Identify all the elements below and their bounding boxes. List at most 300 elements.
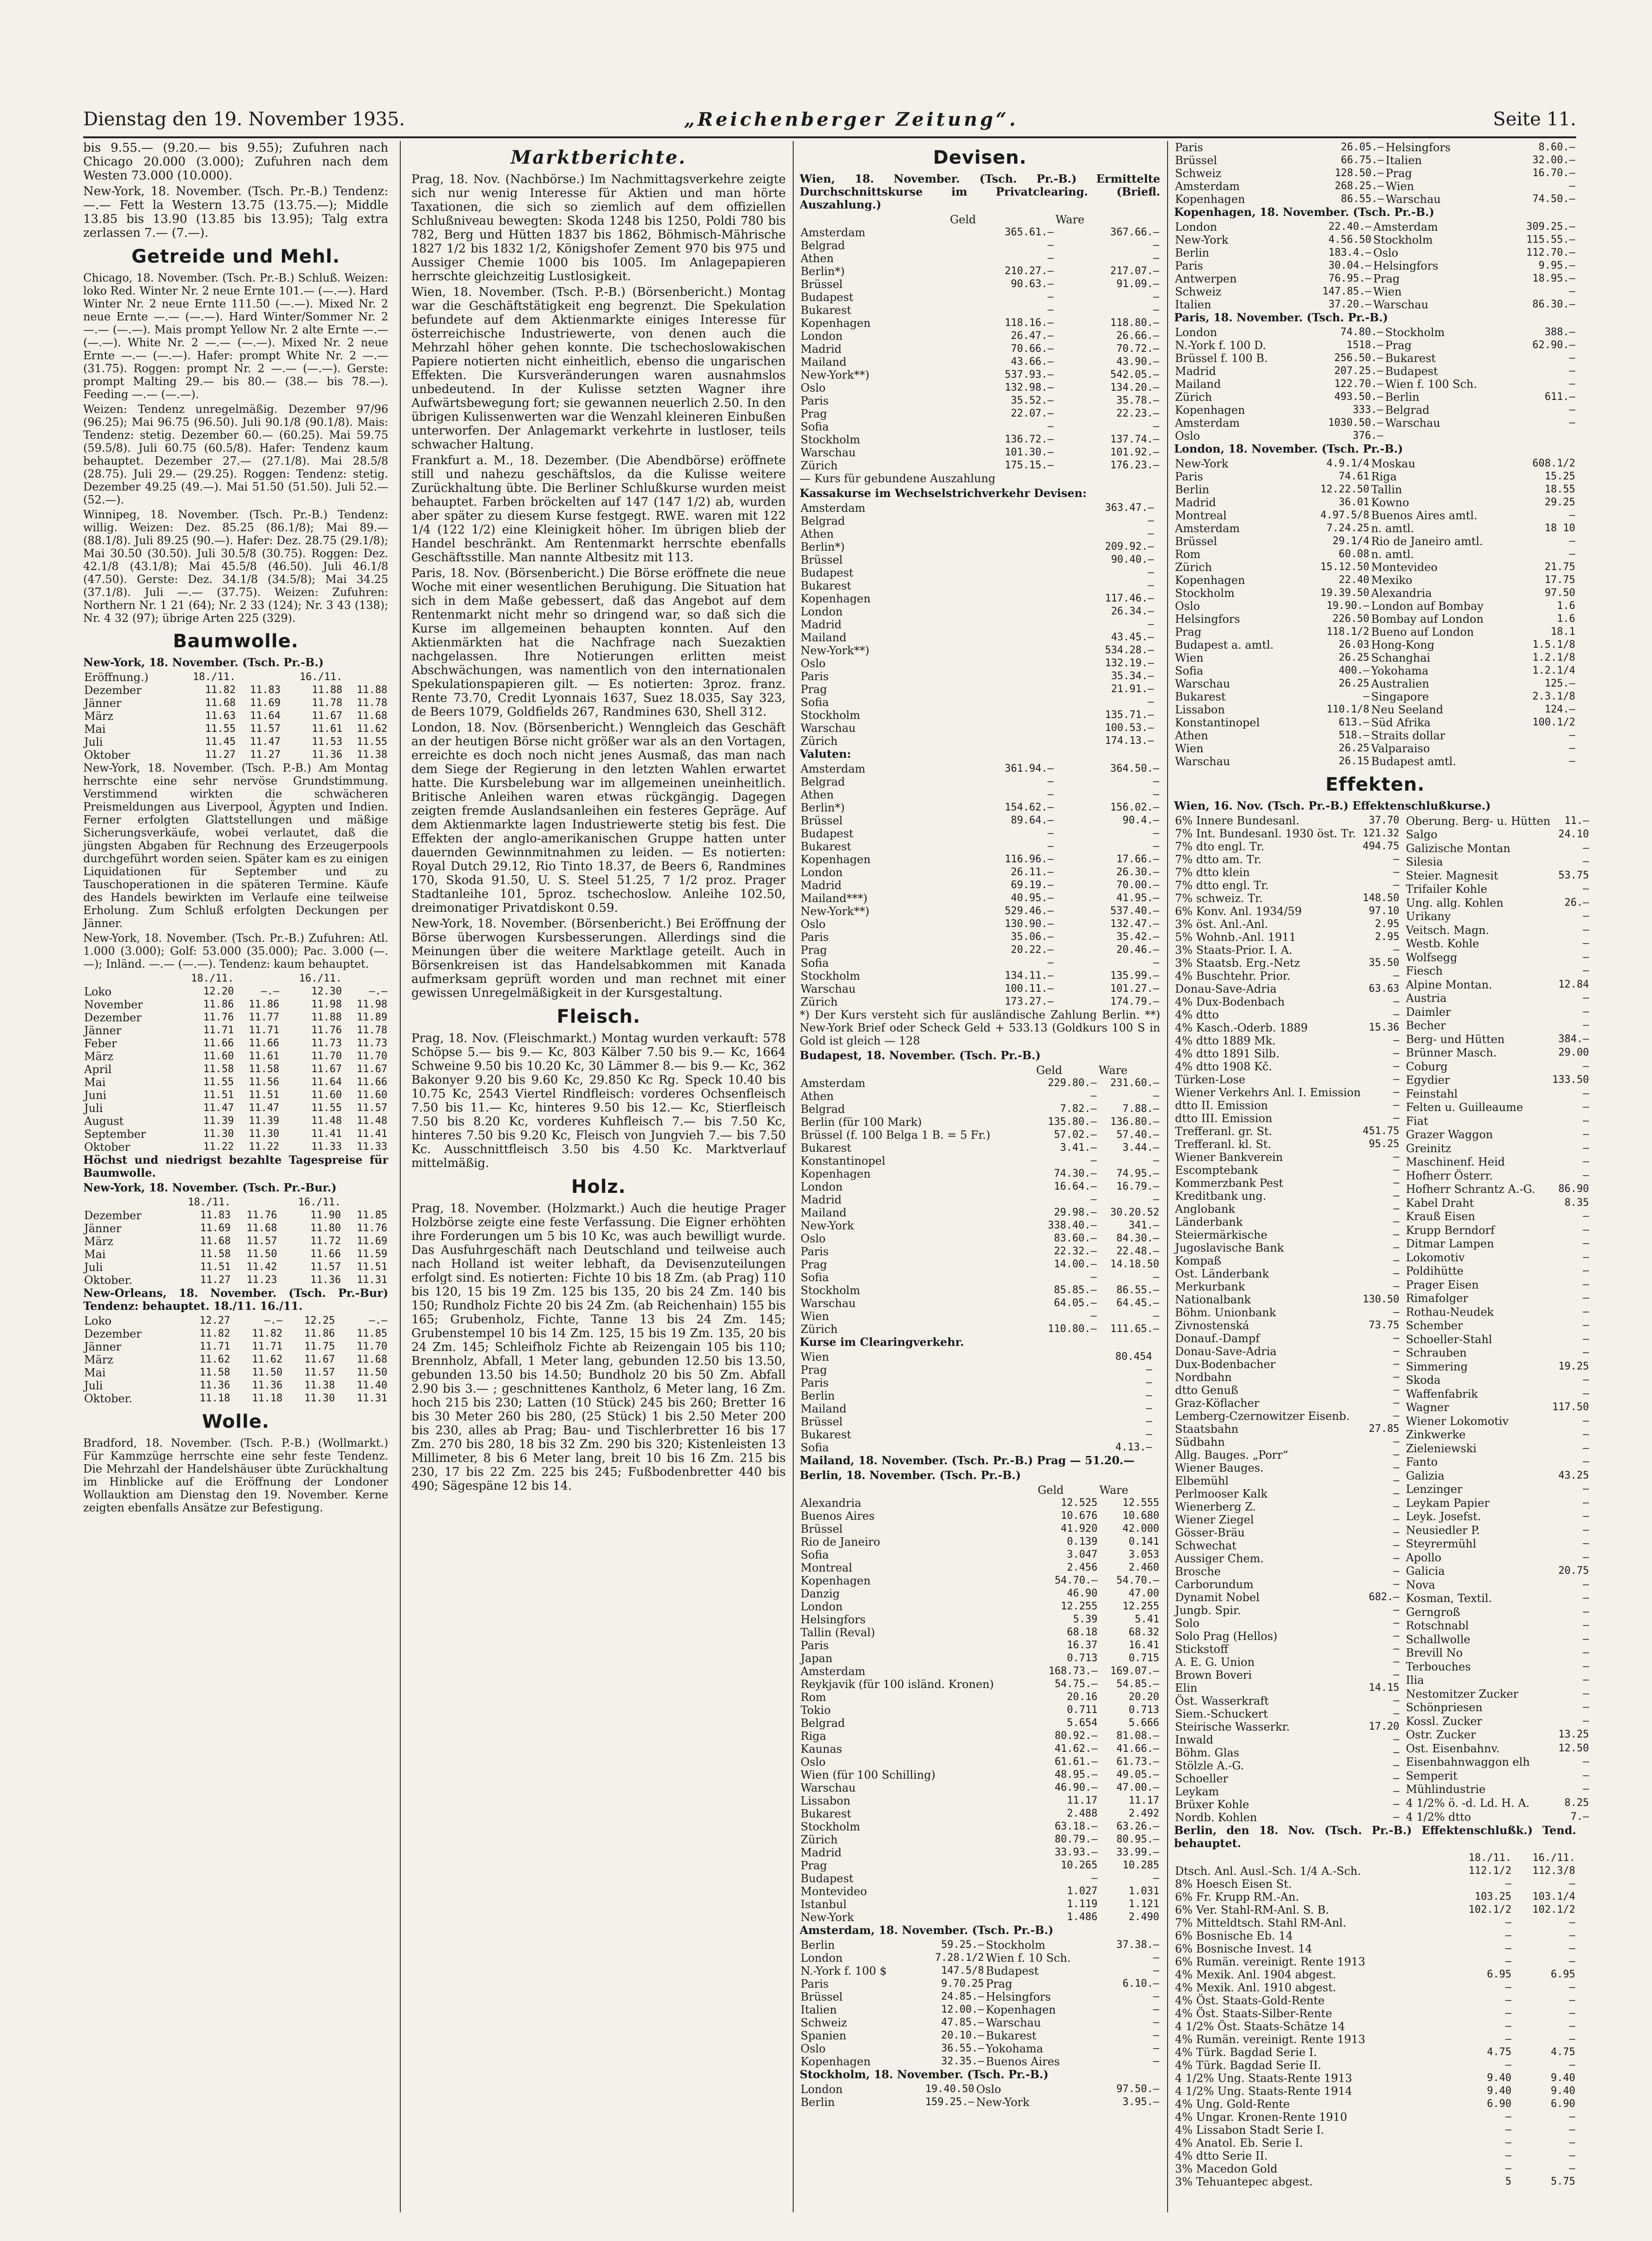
table-cell: 11.17 [1067, 1795, 1098, 1806]
report-fleisch: Prag, 18. Nov. (Fleischmarkt.) Montag wurden verkauft: 578 Schöpse 5.— bis 9.— Kc, 803 Kälber 7.50 bis 9.— Kc, 1664 Schweine 9.50 bis 10.20 Kc, 30 Lämmer 8.— bis 9.— Kc, 362 Bakonyer 9.20 bis 9.60 Kc, 29.850 Kc Rg. Speck 10.40 bis 10.75 Kc, 2543 Viertel Rindfleisch: vorderes Ochsenfleisch 7.50 bis 11.— Kc, hinteres 9.50 bis 12.— Kc, Stierfleisch 7.50 bis 8.20 Kc, vorderes Kuhfleisch 7.— bis 7.50 Kc, hinteres 7.50 bis 9.20 Kc, Fleisch von Jungvieh 7.— bis 7.50 Kc. Ausschnittfleisch 3.50 bis 4.50 Kc. Marktverlauf mittelmäßig. [411, 1031, 786, 1170]
table-cell: Zürich [801, 995, 838, 1008]
table-row [1405, 1674, 1590, 1688]
table-cell: 48.95.— [1054, 1769, 1098, 1781]
table-cell: 537.40.— [1110, 905, 1159, 917]
table-cell: 18./11. [1468, 1852, 1511, 1864]
table-cell: Rio de Janeiro [801, 1535, 881, 1548]
table-row [800, 1548, 1160, 1561]
table-cell: Berlin*) [801, 540, 845, 553]
table-cell: 41.95.— [1116, 892, 1159, 904]
table-cell: Oslo [801, 2042, 826, 2055]
table-cell: — [1583, 1347, 1589, 1359]
table-cell: — [1393, 1061, 1400, 1072]
table-cell: London [1175, 221, 1218, 233]
column-effekten [1174, 141, 1589, 2212]
table-cell: 11.82 [252, 1328, 283, 1339]
table-cell: N.-York f. 100 $ [801, 1965, 887, 1977]
table-cell: 26.15 [1339, 755, 1370, 767]
table-cell: — [1583, 1578, 1589, 1590]
table-cell: März [84, 1050, 113, 1063]
table-row [800, 2016, 1160, 2029]
table-cell: 132.19.— [1105, 657, 1154, 669]
table-cell: 4 1/2% dtto [1406, 1810, 1471, 1823]
table-cell: Kopenhagen [1175, 574, 1245, 587]
table-cell: 11.76 [203, 1012, 234, 1023]
table-cell: 20.75 [1558, 1565, 1589, 1577]
table-cell: 11.86 [249, 999, 280, 1010]
table-cell: 4.75 [1551, 2046, 1575, 2058]
table-cell: — [1393, 996, 1400, 1007]
table-cell: Brüssel [1175, 535, 1218, 548]
table-cell: Schweiz [801, 2016, 847, 2029]
table-cell: 11.51 [203, 1089, 234, 1101]
table-cell: 49.05.— [1116, 1769, 1159, 1781]
table-cell: 7.24.25 [1326, 522, 1370, 534]
table-row [1174, 272, 1576, 285]
mailand-quote: Mailand, 18. November. (Tsch. Pr.-B.) Prag — 51.20.— [800, 1454, 1135, 1467]
table-cell: Spanien [801, 2029, 846, 2042]
table-row [800, 1691, 1160, 1704]
table-row [1174, 2059, 1576, 2072]
table-cell: Stockholm [801, 433, 860, 446]
table-cell: Istanbul [801, 1898, 847, 1911]
table-row [1174, 1487, 1400, 1500]
table-row [800, 1730, 1160, 1743]
table-cell: Wien f. 100 Sch. [1385, 378, 1477, 391]
table-cell: 168.73.— [1048, 1665, 1098, 1677]
table-cell: 33.93.— [1054, 1847, 1098, 1858]
table-cell: 6.10.— [1122, 1978, 1159, 1989]
table-row [1174, 2072, 1576, 2085]
table-row [1405, 951, 1590, 964]
table-row [1174, 1955, 1576, 1968]
table-cell: Eisenbahnwaggon elh [1406, 1756, 1530, 1769]
table-cell: 11.80 [310, 1222, 341, 1234]
table-cell: 9.40 [1551, 2085, 1575, 2097]
table-row [1174, 931, 1400, 944]
table-row [800, 407, 1160, 420]
budapest-table [800, 1064, 1160, 1336]
table-cell: Prag [801, 1859, 827, 1872]
table-cell: Rom [801, 1691, 826, 1704]
table-cell: 128.50.— [1334, 167, 1384, 179]
table-cell: 74.30.— [1054, 1168, 1097, 1179]
table-row [800, 735, 1160, 748]
table-cell: Paris [1175, 470, 1203, 483]
table-cell: 11.85 [356, 1210, 387, 1221]
table-row [800, 631, 1160, 644]
table-cell: Berg- und Hütten [1406, 1032, 1505, 1046]
table-cell: 12.00.— [941, 2004, 984, 2015]
table-cell: — [1393, 1760, 1400, 1771]
table-row [1174, 1060, 1400, 1073]
table-cell: 136.72.— [1004, 434, 1054, 445]
table-row [1405, 1074, 1590, 1087]
table-cell: — [1569, 1995, 1575, 2006]
table-cell: — [1393, 1009, 1400, 1020]
table-row [1174, 1539, 1400, 1552]
column-market-reports [411, 141, 786, 2212]
table-cell: 16.37 [1067, 1639, 1098, 1651]
table-cell: 83.60.— [1054, 1233, 1097, 1244]
table-cell: — [1569, 1930, 1575, 1941]
table-row [800, 1885, 1160, 1898]
table-cell: 57.02.— [1054, 1129, 1097, 1141]
table-cell: 6.95 [1487, 1969, 1511, 1980]
table-cell: 2.460 [1128, 1562, 1159, 1573]
table-cell: Ung. allg. Kohlen [1406, 896, 1504, 909]
table-cell: 7.28.1/2 [935, 1952, 984, 1964]
table-row [1405, 1128, 1590, 1142]
clearing-heading: Kurse im Clearingverkehr. [800, 1335, 964, 1349]
table-cell: Belgrad [801, 775, 845, 788]
table-cell: 134.11.— [1004, 970, 1054, 982]
table-cell: 12.255 [1060, 1601, 1098, 1612]
table-cell: Gerngroß [1406, 1605, 1461, 1619]
table-cell: 41.62.— [1054, 1743, 1098, 1755]
table-row [800, 368, 1160, 381]
table-cell: — [1091, 1873, 1098, 1884]
table-cell: Hofherr Österr. [1406, 1169, 1493, 1182]
table-cell: 4% Kasch.-Oderb. 1889 [1175, 1021, 1308, 1034]
table-cell: — [1569, 755, 1575, 767]
table-cell: 9.40 [1551, 2072, 1575, 2084]
table-cell: 100.53.— [1105, 722, 1154, 734]
table-row [1174, 1968, 1576, 1981]
table-cell: 21.91.— [1111, 683, 1154, 695]
table-cell: 61.73.— [1116, 1756, 1159, 1768]
table-row [1405, 1483, 1590, 1497]
table-cell: New-York [801, 1219, 854, 1232]
table-cell: 11.62 [252, 1354, 283, 1365]
table-row [1405, 1155, 1590, 1169]
table-cell: — [1569, 730, 1575, 741]
ny-cotton-supply: New-York, 18. November. (Tsch. Pr.-B.) Zufuhren: Atl. 1.000 (3.000); Golf: 53.000 (35.000); Pac. 3.000 (—.—); Inländ. —.— (—.—). Tendenz: kaum behauptet. [83, 932, 388, 970]
table-cell: — [1393, 1773, 1400, 1784]
table-cell: Solo [1175, 1617, 1200, 1630]
table-cell: Zürich [801, 735, 838, 748]
table-cell: Lissabon [1175, 703, 1225, 716]
table-cell: — [1393, 1514, 1400, 1525]
table-cell: — [1583, 938, 1589, 950]
table-cell: Nestomitzer Zucker [1406, 1687, 1518, 1701]
table-cell: Merkurbank [1175, 1280, 1245, 1293]
table-cell: Kreditbank ung. [1175, 1190, 1267, 1203]
table-row [83, 1196, 388, 1209]
table-cell: 22.32.— [1054, 1246, 1097, 1257]
table-cell: 46.90.— [1054, 1782, 1098, 1793]
table-cell: Schoeller-Stahl [1406, 1332, 1493, 1346]
table-cell: 14.15 [1369, 1682, 1400, 1694]
table-row [800, 683, 1160, 696]
table-cell: Stockholm [801, 1284, 860, 1297]
table-cell: — [1583, 1278, 1589, 1290]
table-cell: Kopenhagen [801, 1167, 871, 1180]
table-cell: Sofia [801, 696, 829, 709]
table-cell [237, 671, 281, 684]
table-row [83, 723, 388, 736]
table-row [800, 618, 1160, 631]
table-cell: Anglobank [1175, 1203, 1235, 1216]
table-cell: — [1583, 992, 1589, 1004]
berlin-table [800, 1484, 1160, 1924]
table-cell: 11.83 [200, 1210, 231, 1221]
table-cell: Riga [1371, 470, 1397, 483]
table-cell: 10.265 [1060, 1860, 1098, 1871]
cotton-opening-table [83, 671, 388, 761]
table-cell: 0.713 [1067, 1652, 1098, 1664]
table-row [800, 1717, 1160, 1730]
table-cell: 132.98.— [1004, 382, 1054, 393]
table-cell: 11.58 [203, 1063, 234, 1075]
table-cell: Buenos Aires [801, 1510, 875, 1523]
table-row [1174, 827, 1400, 840]
table-row [1174, 1319, 1400, 1332]
table-row [800, 1807, 1160, 1820]
table-row [1174, 1423, 1400, 1436]
table-cell: 4% dtto Serie II. [1175, 2149, 1268, 2162]
table-cell: Schweiz [1175, 285, 1222, 298]
table-row [1174, 755, 1576, 768]
table-cell: 11.66 [249, 1038, 280, 1049]
table-row [800, 1820, 1160, 1833]
table-cell: Bueno auf London [1371, 626, 1474, 639]
table-row [800, 1351, 1160, 1363]
table-cell: Mai [84, 1076, 106, 1089]
table-cell: Italien [1385, 154, 1422, 167]
table-row [1174, 1656, 1400, 1669]
table-cell: Mailand [801, 356, 847, 368]
table-row [1405, 1332, 1590, 1346]
table-cell: Wienerberg Z. [1175, 1500, 1256, 1513]
table-row [1174, 1073, 1400, 1086]
table-cell: Warschau [801, 982, 856, 995]
table-row [800, 1206, 1160, 1219]
table-cell: — [1569, 548, 1575, 560]
table-cell: 43.25 [1558, 1469, 1589, 1481]
table-row [83, 972, 388, 985]
table-row [1174, 246, 1576, 259]
table-cell: 6% Innere Bundesanl. [1175, 814, 1300, 827]
table-cell: Oktober. [84, 1274, 133, 1287]
page-header [83, 109, 1576, 138]
table-cell: Schönpriesen [1406, 1701, 1483, 1714]
table-row [800, 657, 1160, 670]
table-row [1405, 1278, 1590, 1292]
table-cell: — [1047, 957, 1054, 969]
table-row [800, 579, 1160, 592]
table-row [1405, 828, 1590, 842]
table-cell: — [1393, 1553, 1400, 1564]
table-cell [1155, 605, 1160, 618]
table-row [800, 1768, 1160, 1781]
table-cell: Brüssel [801, 278, 843, 291]
table-row [1174, 2085, 1576, 2098]
table-row [800, 1064, 1160, 1077]
table-cell: 40.95.— [1010, 892, 1054, 904]
table-cell: 97.50 [1544, 587, 1575, 599]
table-row [1174, 2124, 1576, 2137]
table-cell: 26.05.— [1340, 141, 1384, 153]
table-cell: 7.82.— [1060, 1103, 1097, 1115]
table-row [1405, 1019, 1590, 1033]
table-row [1174, 879, 1400, 892]
table-row [1405, 1687, 1590, 1701]
table-cell: — [1569, 2111, 1575, 2123]
table-cell: 20.10.— [941, 2030, 984, 2041]
table-row [800, 892, 1160, 905]
table-cell: Belgrad [801, 515, 845, 528]
table-cell: 130.50 [1362, 1294, 1400, 1305]
table-cell: Warschau [1175, 677, 1230, 690]
table-cell: — [1569, 352, 1575, 364]
table-cell: 66.75.— [1340, 154, 1384, 166]
table-row [1405, 1510, 1590, 1524]
table-cell: 11.39 [249, 1115, 280, 1127]
table-row [1405, 1414, 1590, 1428]
table-cell: Süd Afrika [1371, 716, 1431, 729]
table-cell: — [1393, 1332, 1400, 1344]
table-row [800, 1103, 1160, 1116]
table-cell: — [1583, 1019, 1589, 1031]
table-cell: Brosche [1175, 1565, 1221, 1578]
table-row [800, 866, 1160, 879]
table-cell: 95.25 [1369, 1138, 1400, 1150]
table-cell: Semperit [1406, 1769, 1458, 1782]
table-cell: — [1393, 1203, 1400, 1215]
table-cell: Berlin [801, 1389, 835, 1402]
table-row [1174, 729, 1576, 742]
table-cell: — [1583, 1374, 1589, 1386]
table-cell: — [1569, 2124, 1575, 2136]
table-cell: Kowno [1371, 496, 1409, 509]
table-row [1405, 1046, 1590, 1060]
table-cell: 97.50.— [1116, 2083, 1159, 2095]
table-row [800, 446, 1160, 459]
table-row [1174, 1410, 1400, 1423]
table-cell: — [1583, 1524, 1589, 1536]
table-row [83, 1102, 388, 1115]
table-cell: Paris [1175, 259, 1203, 272]
table-cell: 3.41.— [1060, 1142, 1097, 1154]
table-cell: — [1569, 1943, 1575, 1954]
table-row [800, 1794, 1160, 1807]
table-cell: — [1505, 2124, 1511, 2136]
table-cell: 17.66.— [1116, 853, 1159, 865]
table-row [800, 330, 1160, 343]
table-cell: Böhm. Unionbank [1175, 1306, 1276, 1319]
table-cell: 18./11. [188, 1197, 231, 1208]
table-cell: Galizia [1406, 1469, 1444, 1482]
table-cell: — [1393, 1345, 1400, 1357]
table-cell: — [1393, 1540, 1400, 1551]
table-cell: Mailand [801, 1402, 847, 1415]
table-row [1174, 1604, 1400, 1617]
table-cell: — [1153, 1271, 1159, 1283]
table-row [1174, 918, 1400, 931]
table-cell: — [1583, 1660, 1589, 1672]
table-cell: Montevideo [1371, 561, 1438, 574]
table-row [800, 1497, 1160, 1510]
table-cell: Wiener Ziegel [1175, 1513, 1254, 1526]
table-cell: 11.50 [246, 1248, 277, 1260]
table-cell: Madrid [801, 1846, 842, 1859]
table-cell [800, 1484, 1037, 1497]
table-cell: Brüssel [801, 1523, 843, 1535]
table-cell: London [801, 330, 843, 343]
ny-cotton-report: New-York, 18. November. (Tsch. P.-B.) Am Montag herrschte eine sehr nervöse Grundstimmung. Verstimmend wirkten die schwächeren Preismeldungen aus Liverpool, Ägypten und Indien. Ferner erfolgten Glattstellungen und mäßige Sicherungsverkäufe, wobei verlautet, daß die jüngsten Abgaben für Rechnung des Erzeugerpools durchgeführt worden seien. Später kam es zu einigen Liquidationen für September und zu Tauschoperationen in die späteren Termine. Käufe des Handels bewirkten im Verlaufe eine teilweise Erholung. Zum Schluß erfolgten Deckungen per Jänner. [83, 761, 388, 930]
column-commodities [83, 141, 388, 2212]
table-cell: 18.95.— [1532, 273, 1575, 284]
table-cell: — [1393, 1242, 1400, 1253]
table-cell: Warschau [801, 446, 856, 459]
table-row [800, 1561, 1160, 1574]
table-cell: 11.36 [199, 1380, 230, 1391]
table-cell: Leyk. Josefst. [1406, 1510, 1481, 1523]
table-cell: 11.57 [304, 1367, 335, 1378]
table-cell: Berlin [1385, 391, 1419, 404]
table-cell: — [1583, 883, 1589, 895]
table-cell: 11.47 [250, 736, 281, 748]
table-cell: Steiermärkische [1175, 1228, 1267, 1241]
table-row [800, 827, 1160, 840]
table-row [83, 671, 388, 684]
table-row [1405, 1032, 1590, 1046]
table-cell: Jugoslavische Bank [1175, 1241, 1284, 1254]
table-cell [1155, 592, 1160, 605]
table-row [1174, 1203, 1400, 1216]
table-cell: 11.70 [356, 1341, 387, 1352]
table-cell: 29.1/4 [1332, 535, 1370, 547]
table-cell: — [1583, 1251, 1589, 1263]
table-row [1405, 841, 1590, 855]
table-cell: Coburg [1406, 1060, 1448, 1073]
table-row [83, 710, 388, 723]
table-row [1174, 561, 1576, 574]
table-cell: 9.40 [1487, 2072, 1511, 2084]
table-cell: — [1153, 2043, 1159, 2054]
table-cell: — [1393, 1747, 1400, 1758]
table-cell: 493.50.— [1334, 391, 1383, 403]
table-cell: Inwald [1175, 1733, 1213, 1746]
table-cell: 4% Türk. Bagdad Serie I. [1175, 2046, 1317, 2059]
table-cell: Ost. Eisenbahnv. [1406, 1742, 1500, 1755]
table-cell: — [1583, 1156, 1589, 1168]
table-row [800, 918, 1160, 931]
section-title-fleisch: Fleisch. [557, 1006, 641, 1027]
table-row [1405, 1387, 1590, 1401]
table-cell: Nordb. Kohlen [1175, 1811, 1257, 1824]
table-row [1405, 1769, 1590, 1783]
table-cell: 268.25.— [1334, 180, 1384, 192]
table-cell: Wien [1175, 742, 1204, 755]
table-cell: 11.53 [312, 736, 343, 748]
table-cell: 11.67 [311, 1063, 342, 1075]
table-cell: — [1583, 910, 1589, 922]
table-row [1174, 1449, 1400, 1461]
table-cell: Ilia [1406, 1674, 1424, 1687]
table-cell: Oslo [976, 2083, 1001, 2096]
table-row [1174, 1345, 1400, 1358]
table-cell: 11.89 [356, 1012, 387, 1023]
table-row [1174, 1811, 1400, 1824]
table-row [83, 1314, 388, 1327]
table-row [1174, 457, 1576, 470]
table-cell: N.-York f. 100 D. [1175, 339, 1267, 352]
table-cell: 135.80.— [1047, 1116, 1097, 1128]
table-cell: 11.82 [199, 1328, 230, 1339]
table-row [1174, 1942, 1576, 1955]
